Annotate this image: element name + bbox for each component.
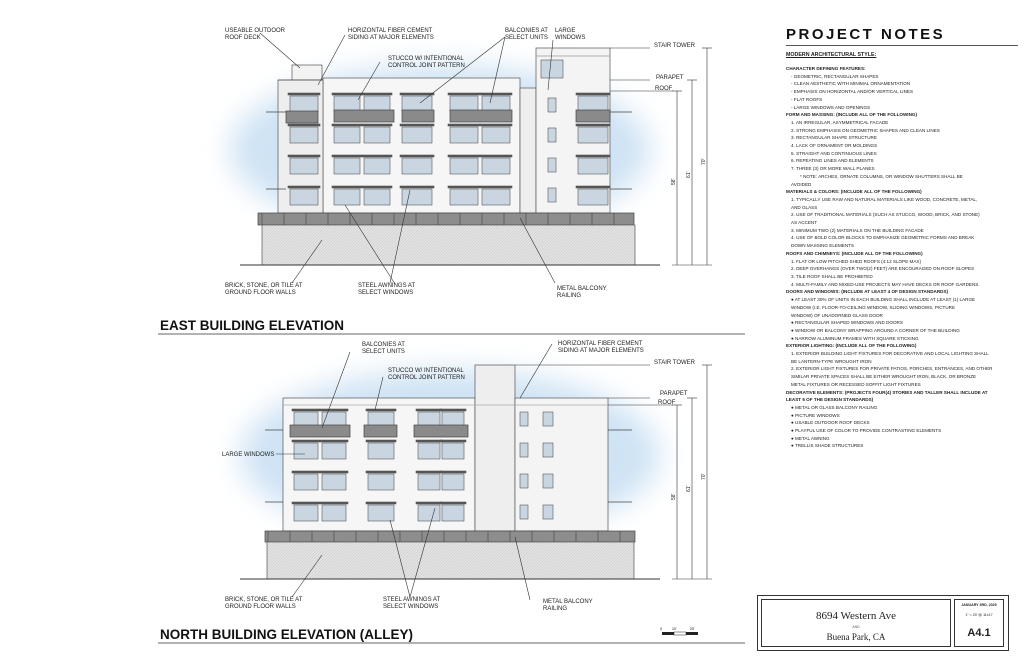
window bbox=[578, 189, 608, 205]
window bbox=[334, 127, 360, 143]
steel-awning bbox=[440, 471, 466, 473]
window bbox=[482, 127, 510, 143]
notes-item: 5. STRAIGHT AND CONTINUOUS LINES bbox=[791, 150, 877, 156]
steel-awning bbox=[292, 502, 320, 504]
steel-awning bbox=[332, 155, 362, 157]
title-block-info bbox=[954, 599, 1004, 647]
label-balconies: BALCONIES AT SELECT UNITS bbox=[362, 342, 405, 355]
steel-awning bbox=[416, 502, 442, 504]
window bbox=[520, 474, 528, 488]
project-address-joiner: AND bbox=[852, 625, 860, 629]
window bbox=[368, 443, 394, 459]
window bbox=[334, 158, 360, 174]
notes-item: AND GLASS bbox=[791, 204, 818, 210]
project-notes-title: PROJECT NOTES bbox=[786, 26, 946, 43]
title-block bbox=[757, 595, 1009, 651]
notes-item: BE LANTERN-TYPE WROUGHT IRON bbox=[791, 358, 872, 364]
notes-item: ● WINDOW OR BALCONY WRAPPING AROUND A CORNER OF THE BUILDING bbox=[791, 327, 960, 333]
notes-item: 1. AN IRREGULAR, ASYMMETRICAL FACADE bbox=[791, 119, 889, 125]
steel-awning bbox=[576, 186, 610, 188]
stair-window bbox=[548, 158, 556, 172]
window bbox=[450, 158, 478, 174]
svg-text:20': 20' bbox=[690, 627, 695, 631]
label-awnings: STEEL AWNINGS AT SELECT WINDOWS bbox=[383, 597, 441, 610]
label-large-windows: LARGE WINDOWS bbox=[555, 28, 586, 41]
window bbox=[482, 158, 510, 174]
window bbox=[290, 158, 318, 174]
label-railing: METAL BALCONY RAILING bbox=[543, 599, 593, 612]
sheet-scale: 1" = 20' @ 11x17 bbox=[965, 613, 993, 617]
steel-awning bbox=[288, 155, 320, 157]
steel-awning bbox=[480, 186, 512, 188]
north-elevation-drawing bbox=[158, 341, 745, 643]
label-balconies: BALCONIES AT SELECT UNITS bbox=[505, 28, 548, 41]
window bbox=[543, 412, 553, 426]
east-elevation-title: EAST BUILDING ELEVATION bbox=[160, 318, 345, 333]
notes-item: - EMPHASIS ON HORIZONTAL AND/OR VERTICAL LINES bbox=[791, 89, 914, 95]
steel-awning bbox=[400, 93, 434, 95]
steel-awning bbox=[480, 124, 512, 126]
window bbox=[290, 189, 318, 205]
notes-item: ● PLAYFUL USE OF COLOR TO PROVIDE CONTRASTING ELEMENTS bbox=[791, 428, 942, 434]
notes-item: ● TRELLIS SHADE STRUCTURES bbox=[791, 443, 864, 449]
north-dimension-lines bbox=[672, 365, 712, 579]
notes-item: ● METAL OR GLASS BALCONY RAILING bbox=[791, 404, 878, 410]
steel-awning bbox=[288, 93, 320, 95]
notes-item: METAL FIXTURES OR RECESSED SOFFIT LIGHT FIXTURES bbox=[791, 381, 921, 387]
window bbox=[334, 96, 360, 112]
window bbox=[364, 127, 390, 143]
steel-awning bbox=[400, 186, 434, 188]
steel-awning bbox=[320, 409, 348, 411]
notes-item: - LARGE WINDOWS AND OPENINGS bbox=[791, 104, 871, 110]
label-large-windows: LARGE WINDOWS bbox=[222, 452, 275, 458]
window bbox=[402, 189, 432, 205]
steel-awning bbox=[362, 124, 392, 126]
window bbox=[520, 443, 528, 457]
notes-heading: LEAST 6 OF THE DESIGN STANDARDS) bbox=[786, 397, 874, 403]
steel-awning bbox=[448, 93, 480, 95]
notes-heading: EXTERIOR LIGHTING: (INCLUDE ALL OF THE FOLLOWING) bbox=[786, 343, 917, 349]
steel-awning bbox=[332, 124, 362, 126]
sheet-date: JANUARY 3RD, 2025 bbox=[961, 603, 997, 607]
steel-awning bbox=[448, 186, 480, 188]
notes-item: WINDOW (I.E. FLOOR-TO-CEILING WINDOW, SLIDING WINDOWS, PICTURE bbox=[791, 304, 956, 310]
notes-item: ● NARROW ALUMINUM FRAMES WITH SQUARE STICKING bbox=[791, 335, 919, 341]
window bbox=[442, 505, 464, 521]
window bbox=[543, 505, 553, 519]
steel-awning bbox=[320, 502, 348, 504]
window bbox=[482, 96, 510, 112]
notes-item: 2. USE OF TRADITIONAL MATERIALS (SUCH AS STUCCO, WOOD, BRICK, AND STONE) bbox=[791, 212, 980, 218]
steel-awning bbox=[292, 471, 320, 473]
label-stucco: STUCCO W/ INTENTIONAL CONTROL JOINT PATTERN bbox=[388, 368, 465, 381]
notes-item: - FLAT ROOFS bbox=[791, 96, 823, 102]
notes-item: 6. REPEATING LINES AND ELEMENTS bbox=[791, 158, 874, 164]
window bbox=[578, 158, 608, 174]
east-ground-railing bbox=[258, 213, 634, 225]
window bbox=[334, 189, 360, 205]
label-parapet: PARAPET bbox=[656, 75, 684, 81]
window bbox=[322, 505, 346, 521]
notes-item: ● AT LEAST 30% OF UNITS IN EACH BUILDING SHALL INCLUDE AT LEAST (1) LARGE bbox=[791, 297, 976, 303]
notes-item: 3. TILE ROOF SHALL BE PROHIBITED bbox=[791, 273, 873, 279]
window bbox=[294, 505, 318, 521]
notes-item: - GEOMETRIC, RECTANGULAR SHAPES bbox=[791, 73, 879, 79]
notes-item: DOWN MASSING ELEMENTS bbox=[791, 243, 855, 249]
steel-awning bbox=[576, 124, 610, 126]
notes-list bbox=[786, 65, 1018, 450]
steel-awning bbox=[320, 440, 348, 442]
steel-awning bbox=[416, 409, 442, 411]
window bbox=[294, 443, 318, 459]
window bbox=[294, 474, 318, 490]
window bbox=[543, 474, 553, 488]
window bbox=[482, 189, 510, 205]
north-dim-58: 58' bbox=[671, 493, 677, 500]
label-roof-deck: USEABLE OUTDOOR ROOF DECK bbox=[225, 28, 286, 41]
notes-item: ● PICTURE WINDOWS bbox=[791, 412, 840, 418]
label-siding: HORIZONTAL FIBER CEMENT SIDING AT MAJOR ELEMENTS bbox=[558, 341, 644, 354]
scale-bar bbox=[660, 627, 698, 635]
stair-window bbox=[548, 128, 556, 142]
steel-awning bbox=[320, 471, 348, 473]
notes-divider bbox=[786, 45, 1018, 46]
notes-item: 7. THREE (3) OR MORE WALL PLANES bbox=[791, 166, 875, 172]
window bbox=[520, 412, 528, 426]
steel-awning bbox=[362, 155, 392, 157]
stair-window bbox=[548, 188, 556, 202]
notes-item: ● RECTANGULAR SHAPED WINDOWS AND DOORS bbox=[791, 320, 903, 326]
notes-heading: DECORATIVE ELEMENTS: (PROJECTS FOUR(4) STORIES AND TALLER SHALL INCLUDE AT bbox=[786, 389, 988, 395]
label-brick: BRICK, STONE, OR TILE AT GROUND FLOOR WALLS bbox=[225, 283, 303, 296]
steel-awning bbox=[292, 440, 320, 442]
north-dim-61: 61' bbox=[686, 485, 692, 492]
stair-window bbox=[541, 60, 563, 78]
project-notes-panel bbox=[786, 22, 1018, 496]
steel-awning bbox=[362, 93, 392, 95]
notes-item: - CLEAN AESTHETIC WITH MINIMAL ORNAMENTATION bbox=[791, 81, 911, 87]
window bbox=[520, 505, 528, 519]
notes-item: 2. DEEP OVERHANGS (OVER TWO(2) FEET) ARE ENCOURAGED ON ROOF SLOPES bbox=[791, 266, 975, 272]
notes-item: 1. EXTERIOR BUILDING LIGHT FIXTURES FOR DECORATIVE AND LOCAL LIGHTING SHALL bbox=[791, 351, 989, 357]
notes-item: 2. EXTERIOR LIGHT FIXTURES FOR PRIVATE PATIOS, PORCHES, ENTRANCES, AND OTHER bbox=[791, 366, 993, 372]
label-awnings: STEEL AWNINGS AT SELECT WINDOWS bbox=[358, 283, 416, 296]
sheet-number: A4.1 bbox=[967, 627, 991, 639]
notes-item: 1. TYPICALLY USE RAW AND NATURAL MATERIALS LIKE WOOD, CONCRETE, METAL, bbox=[791, 196, 978, 202]
notes-item: * NOTE: ARCHES, ORNATE COLUMNS, OR WINDOW SHUTTERS SHALL BE bbox=[800, 173, 963, 179]
window bbox=[402, 96, 432, 112]
steel-awning bbox=[416, 440, 442, 442]
steel-awning bbox=[332, 186, 362, 188]
window bbox=[450, 127, 478, 143]
steel-awning bbox=[288, 124, 320, 126]
window bbox=[364, 96, 390, 112]
window bbox=[578, 127, 608, 143]
steel-awning bbox=[366, 502, 396, 504]
notes-item: 3. RECTANGULAR SHAPE STRUCTURE bbox=[791, 135, 877, 141]
steel-awning bbox=[332, 93, 362, 95]
notes-item: 1. FLAT OR LOW PITCHED SHED ROOFS (4:12 SLOPE MAX) bbox=[791, 258, 922, 264]
steel-awning bbox=[440, 440, 466, 442]
notes-item: 2. STRONG EMPHASIS ON GEOMETRIC SHAPES AND CLEAN LINES bbox=[791, 127, 940, 133]
window bbox=[578, 96, 608, 112]
window bbox=[290, 127, 318, 143]
notes-item: WINDOW) OF UNADORNED GLASS DOOR bbox=[791, 312, 883, 318]
label-stair-tower: STAIR TOWER bbox=[654, 43, 696, 49]
notes-heading: DOORS AND WINDOWS: (INCLUDE AT LEAST 4 OF DESIGN STANDARDS) bbox=[786, 289, 949, 295]
steel-awning bbox=[292, 409, 320, 411]
label-brick: BRICK, STONE, OR TILE AT GROUND FLOOR WALLS bbox=[225, 597, 303, 610]
east-dim-70: 70' bbox=[701, 158, 707, 165]
label-siding: HORIZONTAL FIBER CEMENT SIDING AT MAJOR ELEMENTS bbox=[348, 28, 434, 41]
notes-item: 3. MINIMUM TWO (2) MATERIALS ON THE BUILDING FACADE bbox=[791, 227, 924, 233]
east-base-wall bbox=[262, 225, 635, 265]
label-roof: ROOF bbox=[655, 86, 673, 92]
notes-item: ● METAL AWNING bbox=[791, 435, 830, 441]
window bbox=[418, 474, 440, 490]
notes-heading: MATERIALS & COLORS: (INCLUDE ALL OF THE FOLLOWING) bbox=[786, 189, 922, 195]
north-dim-70: 70' bbox=[701, 473, 707, 480]
window bbox=[364, 158, 390, 174]
label-stair-tower: STAIR TOWER bbox=[654, 360, 696, 366]
window bbox=[450, 189, 478, 205]
east-dim-61: 61' bbox=[686, 171, 692, 178]
steel-awning bbox=[362, 186, 392, 188]
window bbox=[368, 505, 394, 521]
north-base-wall bbox=[267, 542, 634, 579]
window bbox=[543, 443, 553, 457]
window bbox=[368, 474, 394, 490]
svg-text:0: 0 bbox=[660, 627, 662, 631]
notes-item: ● USABLE OUTDOOR ROOF DECKS bbox=[791, 420, 870, 426]
steel-awning bbox=[576, 93, 610, 95]
steel-awning bbox=[366, 409, 396, 411]
notes-heading: FORM AND MASSING: (INCLUDE ALL OF THE FOLLOWING) bbox=[786, 112, 917, 118]
east-elevation-drawing bbox=[158, 28, 745, 334]
steel-awning bbox=[366, 440, 396, 442]
notes-item: 4. MULTI-FAMILY AND MIXED-USE PROJECTS MAY HAVE DECKS OR ROOF GARDENS. bbox=[791, 281, 980, 287]
east-dim-58: 58' bbox=[671, 178, 677, 185]
label-roof: ROOF bbox=[658, 400, 676, 406]
window bbox=[364, 189, 390, 205]
steel-awning bbox=[400, 155, 434, 157]
notes-item: AVOIDED bbox=[791, 181, 812, 187]
svg-text:10': 10' bbox=[672, 627, 677, 631]
north-ground-railing bbox=[265, 531, 635, 542]
window bbox=[418, 443, 440, 459]
stair-window bbox=[548, 98, 556, 112]
north-elevation-title: NORTH BUILDING ELEVATION (ALLEY) bbox=[160, 627, 413, 642]
steel-awning bbox=[448, 124, 480, 126]
window bbox=[322, 443, 346, 459]
window bbox=[402, 158, 432, 174]
label-stucco: STUCCO W/ INTENTIONAL CONTROL JOINT PATTERN bbox=[388, 56, 465, 69]
notes-subtitle: MODERN ARCHITECTURAL STYLE: bbox=[786, 52, 877, 58]
label-railing: METAL BALCONY RAILING bbox=[557, 286, 607, 299]
steel-awning bbox=[416, 471, 442, 473]
steel-awning bbox=[480, 93, 512, 95]
project-city: Buena Park, CA bbox=[826, 632, 886, 642]
label-parapet: PARAPET bbox=[660, 391, 688, 397]
notes-item: AS ACCENT bbox=[791, 220, 818, 226]
notes-item: SIMILAR PRIVATE SPACES SHALL BE EITHER WROUGHT IRON, BLACK, OR BRONZE bbox=[791, 374, 977, 380]
notes-heading: CHARACTER DEFINING FEATURES: bbox=[786, 66, 866, 71]
steel-awning bbox=[400, 124, 434, 126]
notes-item: 4. LACK OF ORNAMENT OR MOLDINGS bbox=[791, 143, 878, 149]
window bbox=[442, 443, 464, 459]
notes-heading: ROOFS AND CHIMNEYS: (INCLUDE ALL OF THE FOLLOWING) bbox=[786, 250, 923, 256]
window bbox=[402, 127, 432, 143]
notes-item: 4. USE OF BOLD COLOR BLOCKS TO EMPHASIZE GEOMETRIC FORMS AND BREAK bbox=[791, 235, 975, 241]
window bbox=[418, 505, 440, 521]
window bbox=[290, 96, 318, 112]
steel-awning bbox=[448, 155, 480, 157]
steel-awning bbox=[440, 502, 466, 504]
steel-awning bbox=[440, 409, 466, 411]
window bbox=[322, 474, 346, 490]
title-block-main bbox=[761, 599, 951, 647]
steel-awning bbox=[366, 471, 396, 473]
steel-awning bbox=[288, 186, 320, 188]
project-address: 8694 Western Ave bbox=[816, 610, 896, 622]
steel-awning bbox=[480, 155, 512, 157]
window bbox=[450, 96, 478, 112]
window bbox=[442, 474, 464, 490]
steel-awning bbox=[576, 155, 610, 157]
